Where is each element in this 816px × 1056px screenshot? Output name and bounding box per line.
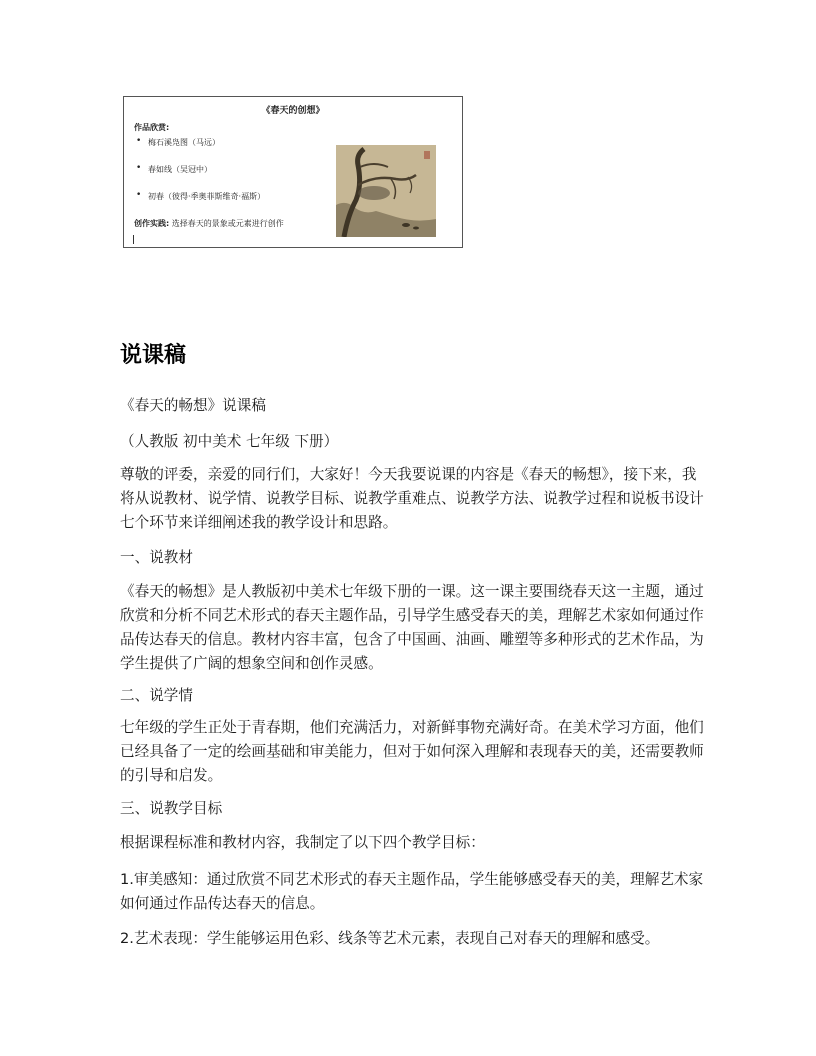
practice-label: 创作实践: bbox=[134, 219, 170, 228]
section-heading: 二、说学情 bbox=[120, 687, 193, 704]
document-subtitle: 《春天的畅想》说课稿 bbox=[120, 397, 266, 414]
section-paragraph: 根据课程标准和教材内容，我制定了以下四个教学目标： bbox=[120, 834, 485, 851]
goal-number: 1. bbox=[120, 871, 134, 888]
goal-item bbox=[120, 927, 720, 951]
slide-thumbnail bbox=[123, 96, 463, 248]
practice-text: 选择春天的景象或元素进行创作 bbox=[171, 219, 284, 228]
goal-number: 2. bbox=[120, 930, 134, 947]
edition-line: （人教版 初中美术 七年级 下册） bbox=[120, 433, 339, 450]
artwork-item: • 初春（彼得·季奥菲斯维奇·福斯） bbox=[134, 191, 265, 218]
slide-practice bbox=[134, 218, 284, 229]
section-paragraph: 《春天的畅想》是人教版初中美术七年级下册的一课。这一课主要围绕春天这一主题，通过欣赏和分析不同艺术形式的春天主题作品，引导学生感受春天的美，理解艺术家如何通过作品传达春天的信息。教材内容丰富，包含了中国画、油画、雕塑等多种形式的艺术作品，为学生提供了广阔的想象空间和创作灵感。 bbox=[120, 583, 704, 672]
section-paragraph: 七年级的学生正处于青春期，他们充满活力，对新鲜事物充满好奇。在美术学习方面，他们已经具备了一定的绘画基础和审美能力，但对于如何深入理解和表现春天的美，还需要教师的引导和启发。 bbox=[120, 719, 704, 784]
intro-paragraph: 尊敬的评委，亲爱的同行们，大家好！今天我要说课的内容是《春天的畅想》，接下来，我将从说教材、说学情、说教学目标、说教学重难点、说教学方法、说教学过程和说板书设计七个环节来详细阐述我的教学设计和思路。 bbox=[120, 466, 704, 531]
painting-image bbox=[336, 145, 436, 237]
goal-text: 审美感知：通过欣赏不同艺术形式的春天主题作品，学生能够感受春天的美，理解艺术家如何通过作品传达春天的信息。 bbox=[120, 871, 704, 912]
slide-section-label: 作品欣赏: bbox=[134, 123, 170, 132]
section-heading: 三、说教学目标 bbox=[120, 800, 223, 817]
artwork-item: • 梅石溪凫图（马远） bbox=[134, 137, 265, 164]
goal-text: 艺术表现：学生能够运用色彩、线条等艺术元素，表现自己对春天的理解和感受。 bbox=[133, 930, 660, 947]
section-heading: 一、说教材 bbox=[120, 549, 193, 566]
text-cursor bbox=[133, 235, 134, 244]
slide-title: 《春天的创想》 bbox=[261, 106, 325, 116]
artwork-item: • 春如线（吴冠中） bbox=[134, 164, 265, 191]
artwork-list bbox=[134, 137, 265, 218]
goal-item bbox=[120, 868, 705, 916]
page-heading: 说课稿 bbox=[120, 343, 187, 368]
